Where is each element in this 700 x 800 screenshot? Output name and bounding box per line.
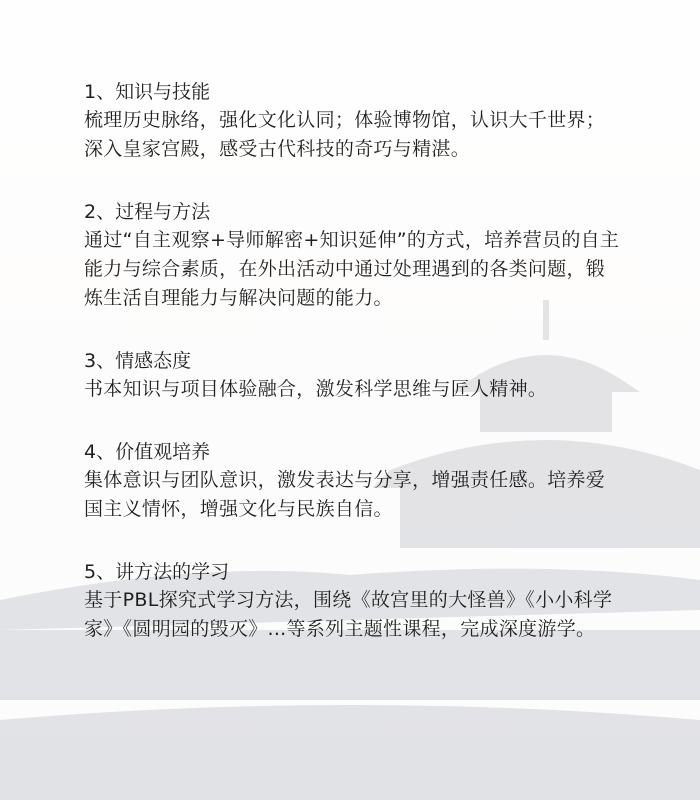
section-heading: 1、知识与技能	[84, 81, 211, 103]
section-body: 梳理历史脉络，强化文化认同；体验博物馆，认识大千世界；深入皇家宫殿，感受古代科技的奇巧与精湛。	[84, 109, 606, 160]
section-heading: 2、过程与方法	[84, 201, 211, 223]
section-knowledge-skills	[84, 78, 624, 164]
section-heading: 4、价值观培养	[84, 441, 211, 463]
section-body: 通过“自主观察+导师解密+知识延伸”的方式，培养营员的自主能力与综合素质，在外出活动中通过处理遇到的各类问题，锻炼生活自理能力与解决问题的能力。	[84, 229, 620, 309]
section-body: 集体意识与团队意识，激发表达与分享，增强责任感。培养爱国主义情怀，增强文化与民族自信。	[84, 469, 606, 520]
section-body: 基于PBL探究式学习方法，围绕《故宫里的大怪兽》《小小科学家》《圆明园的毁灭》...等系列主题性课程，完成深度游学。	[84, 589, 613, 640]
article-content	[84, 78, 624, 678]
section-body: 书本知识与项目体验融合，激发科学思维与匠人精神。	[84, 378, 548, 400]
section-process-methods	[84, 198, 624, 313]
section-emotional-attitude	[84, 347, 624, 404]
section-heading: 3、情感态度	[84, 350, 192, 372]
section-heading: 5、讲方法的学习	[84, 561, 230, 583]
section-values	[84, 438, 624, 524]
section-learning-methods	[84, 558, 624, 644]
